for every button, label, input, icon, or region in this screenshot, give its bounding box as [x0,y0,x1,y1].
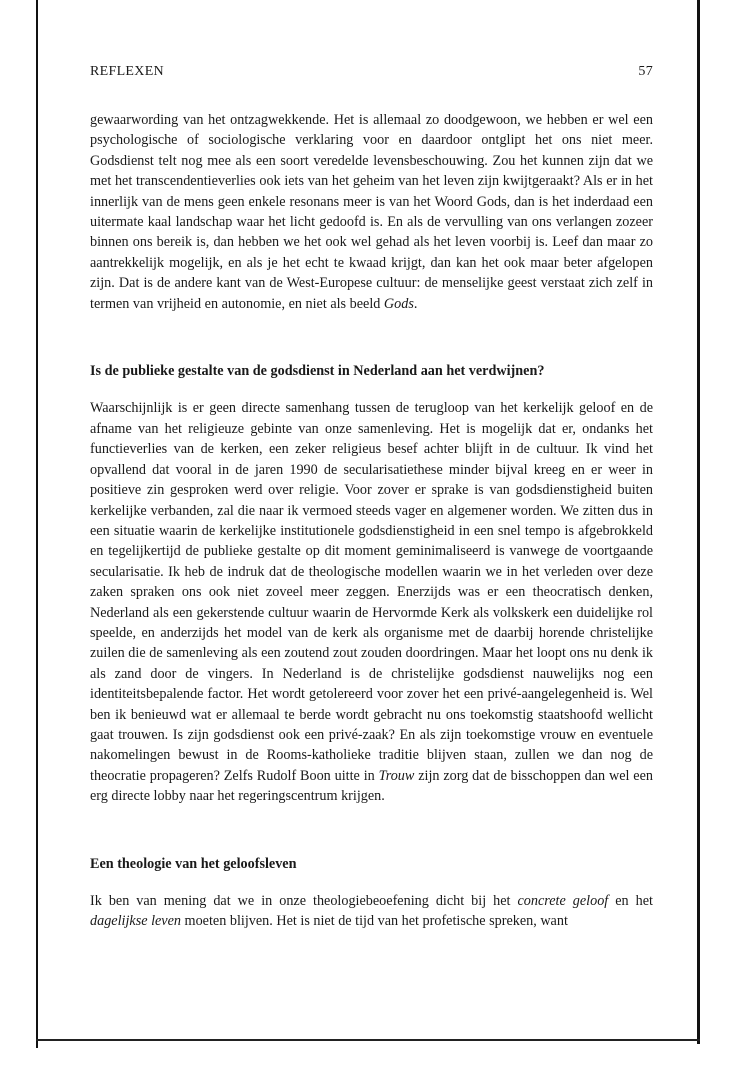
scan-border-right [697,0,700,1044]
section-heading-1: Is de publieke gestalte van de godsdienst in Nederland aan het verdwijnen? [90,363,545,380]
text-column [90,110,653,932]
scan-border-bottom [36,1039,700,1041]
running-header [90,64,653,80]
running-title: REFLEXEN [90,64,164,79]
paragraph-3: Ik ben van mening dat we in onze theologiebeoefening dicht bij het concrete geloof en het dagelijkse leven moeten blijven. Het is niet de tijd van het profetische spreken, want [90,893,653,930]
scan-border-left [36,0,38,1048]
section-heading-2: Een theologie van het geloofsleven [90,855,297,872]
page-number: 57 [638,64,653,79]
paragraph-2: Waarschijnlijk is er geen directe samenhang tussen de terugloop van het kerkelijk geloof en de afname van het religieuze gebinte van onze samenleving. Het is mogelijk dat er, ondanks het functieverlies van de kerken, een zeker religieus besef achter blijft in de cultuur. Ik vind het opvallend dat vooral in de jaren 1990 de secularisatiethese minder bijval kreeg en er weer in positieve zin gesproken werd over religie. Voor zover er sprake is van godsdienstigheid buiten kerkelijke verbanden, zal die naar ik vermoed steeds vager en algemener worden. We zitten dus in een situatie waarin de kerkelijke institutionele godsdienstigheid in een snel tempo is afgebrokkeld en tegelijkertijd de publieke gestalte op dit moment geminimaliseerd is vanwege de voortgaande secularisatie. Ik heb de indruk dat de theologische modellen waarin we in het verleden over deze zaken spraken ons ook niet zoveel meer zeggen. Enerzijds was er een theocratisch denken, Nederland als een gekerstende cultuur waarin de Hervormde Kerk als volkskerk een duidelijke rol speelde, en anderzijds het model van de kerk als organisme met de daarbij horende christelijke zuilen die de samenleving als een zoutend zout zouden doordringen. Maar het loopt ons nu denk ik als zand door de vingers. In Nederland is de christelijke godsdienst nauwelijks nog een identiteitsbepalende factor. Het wordt getolereerd voor zover het een privé-aangelegenheid is. Wel ben ik benieuwd wat er allemaal te berde wordt gebracht nu ons toekomstig staatshoofd wellicht gaat trouwen. Is zijn godsdienst ook een privé-zaak? En als zijn toekomstige vrouw en eventuele nakomelingen bewust in de Rooms-katholieke traditie blijven staan, zullen we dan nog de theocratie propageren? Zelfs Rudolf Boon uitte in Trouw zijn zorg dat de bisschoppen dan wel een erg directe lobby naar het regeringscentrum krijgen. [90,400,653,805]
paragraph-1: gewaarwording van het ontzagwekkende. Het is allemaal zo doodgewoon, we hebben er wel een psychologische of sociologische verklaring voor en daardoor ontglipt het ons niet meer. Godsdienst telt nog mee als een soort veredelde levensbeschouwing. Zou het kunnen zijn dat we met het transcendentieverlies ook iets van het geheim van het leven zijn kwijtgeraakt? Als er in het innerlijk van de mens geen enkele resonans meer is van het Woord Gods, dan is het inderdaad een uitermate kaal landschap waar het licht gedoofd is. En als de vervulling van ons verlangen zozeer binnen ons bereik is, dan hebben we het ook wel gehad als het leven voorbij is. Leef dan maar zo aantrekkelijk mogelijk, en als je het echt te kwaad krijgt, dan kan het ook maar beter afgelopen zijn. Dat is de andere kant van de West-Europese cultuur: de menselijke geest verstaat zich zelf in termen van vrijheid en autonomie, en niet als beeld Gods. [90,112,653,312]
